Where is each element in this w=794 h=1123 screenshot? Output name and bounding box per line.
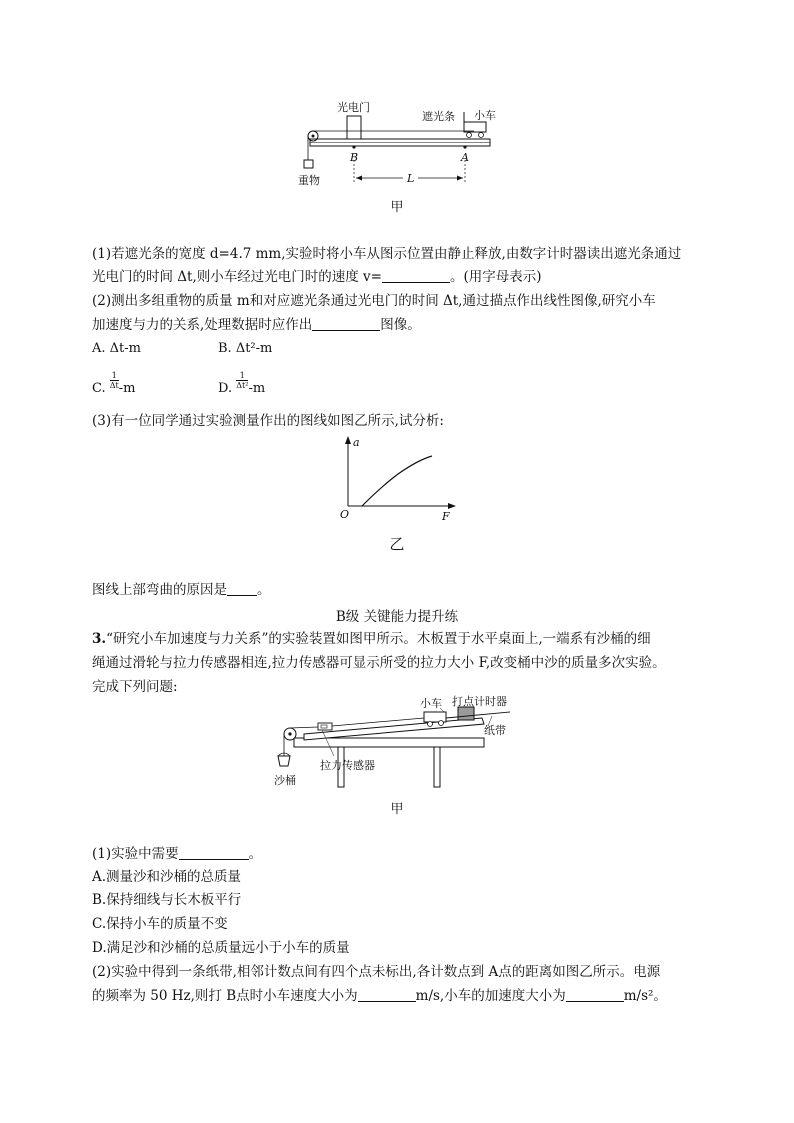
q2-part1-line1: (1)若遮光条的宽度 d=4.7 mm,实验时将小车从图示位置由静止释放,由数字计时器读出遮光条通过 — [92, 246, 682, 262]
q2-option-c[interactable] — [92, 371, 136, 397]
q3-option-c[interactable]: C.保持小车的质量不变 — [92, 916, 228, 932]
answer-blank-acceleration[interactable] — [566, 987, 624, 1002]
q3-option-a[interactable]: A.测量沙和沙桶的总质量 — [92, 869, 242, 885]
data-curve — [362, 456, 432, 506]
figure-caption-yi: 乙 — [389, 535, 405, 553]
sand-bucket — [278, 756, 290, 766]
q2-part3-reason — [92, 580, 271, 600]
q2-part2-text-b: 图像。 — [380, 317, 421, 333]
label-sensor: 拉力传感器 — [320, 759, 375, 772]
cart — [464, 122, 486, 132]
label-gate: 光电门 — [337, 101, 370, 114]
table-top — [294, 738, 484, 747]
q3-stem-text1: “研究小车加速度与力关系”的实验装置如图甲所示。木板置于水平桌面上,一端系有沙桶的细 — [106, 631, 651, 647]
paper-tape — [446, 712, 510, 718]
q3-option-d[interactable]: D.满足沙和沙桶的总质量远小于小车的质量 — [92, 940, 350, 956]
figure-a-F-graph — [334, 434, 464, 524]
option-c-prefix: C. — [92, 381, 106, 396]
q3-part1-end: 。 — [248, 846, 263, 862]
weight-block — [304, 160, 313, 168]
option-d-suffix: -m — [248, 381, 266, 396]
origin-label: O — [340, 508, 350, 521]
axis-label-F: F — [442, 510, 450, 523]
figure-caption-jia-2: 甲 — [390, 802, 404, 817]
q3-part2-line1: (2)实验中得到一条纸带,相邻计数点间有四个点未标出,各计数点到 A点的距离如图乙所示。电源 — [92, 964, 661, 980]
q2-option-a[interactable]: A. Δt-m — [92, 341, 141, 356]
label-timer: 打点计时器 — [452, 695, 507, 708]
option-d-prefix: D. — [218, 381, 233, 396]
answer-blank-velocity[interactable] — [382, 268, 450, 283]
label-B: B — [350, 151, 359, 164]
q2-part1-text-b: 。(用字母表示) — [450, 269, 542, 285]
force-sensor — [318, 723, 332, 730]
label-strip: 遮光条 — [422, 110, 455, 123]
q2-part3: (3)有一位同学通过实验测量作出的图线如图乙所示,试分析: — [92, 413, 444, 429]
q3-part2-text-b: m/s,小车的加速度大小为 — [415, 988, 566, 1004]
q3-part1 — [92, 844, 262, 864]
option-c-numerator: 1 — [111, 371, 117, 380]
photogate — [347, 116, 361, 139]
ticker-timer — [458, 707, 474, 720]
cart — [424, 712, 446, 722]
q3-part2-line2 — [92, 986, 667, 1006]
q3-part2-text-c: m/s²。 — [623, 988, 667, 1004]
q3-part2-text-a: 的频率为 50 Hz,则打 B点时小车速度大小为 — [92, 988, 358, 1004]
option-c-suffix: -m — [118, 381, 136, 396]
q2-part2-text-a: 加速度与力的关系,处理数据时应作出 — [92, 317, 313, 333]
answer-blank-reason[interactable] — [227, 581, 257, 596]
label-cart: 小车 — [420, 697, 442, 710]
option-c-fraction — [110, 371, 119, 390]
table-leg-right — [434, 747, 440, 787]
q3-part1-text: (1)实验中需要 — [92, 846, 179, 862]
q2-part1-text-a: 光电门的时间 Δt,则小车经过光电门时的速度 v= — [92, 269, 382, 285]
label-L: L — [407, 172, 415, 185]
q2-part3-reason-text: 图线上部弯曲的原因是 — [92, 582, 227, 598]
q2-option-b[interactable]: B. Δt²-m — [218, 341, 273, 356]
q2-part3-reason-end: 。 — [257, 582, 271, 598]
q3-stem-line1 — [92, 629, 651, 649]
section-heading-b: B级 关键能力提升练 — [335, 609, 459, 625]
axis-label-a: a — [353, 436, 360, 449]
figure-photogate-setup — [290, 98, 510, 200]
label-A: A — [461, 151, 469, 164]
option-d-denominator: Δt² — [236, 381, 249, 390]
q3-option-b[interactable]: B.保持细线与长木板平行 — [92, 892, 242, 908]
label-cart: 小车 — [474, 109, 496, 122]
answer-blank-graph[interactable] — [312, 316, 380, 331]
option-d-numerator: 1 — [236, 371, 248, 381]
label-tape: 纸带 — [484, 724, 506, 737]
q2-part1-line2 — [92, 267, 542, 287]
q3-number: 3. — [92, 631, 107, 647]
answer-blank-q3-1[interactable] — [179, 845, 249, 860]
label-bucket: 沙桶 — [274, 774, 296, 787]
answer-blank-velocity-B[interactable] — [358, 987, 416, 1002]
figure-caption-jia-1: 甲 — [390, 200, 404, 215]
option-d-fraction — [236, 371, 248, 390]
q2-part2-line2 — [92, 315, 421, 335]
figure-table-setup — [274, 694, 520, 794]
label-weight: 重物 — [298, 174, 320, 187]
q3-stem-line3: 完成下列问题: — [92, 679, 178, 695]
q2-option-d[interactable] — [218, 371, 265, 397]
q2-part2-line1: (2)测出多组重物的质量 m和对应遮光条通过光电门的时间 Δt,通过描点作出线性图像,研究小车 — [92, 293, 656, 309]
q3-stem-line2: 绳通过滑轮与拉力传感器相连,拉力传感器可显示所受的拉力大小 F,改变桶中沙的质量多次实验。 — [92, 655, 666, 671]
option-c-denominator: Δt — [109, 381, 119, 390]
